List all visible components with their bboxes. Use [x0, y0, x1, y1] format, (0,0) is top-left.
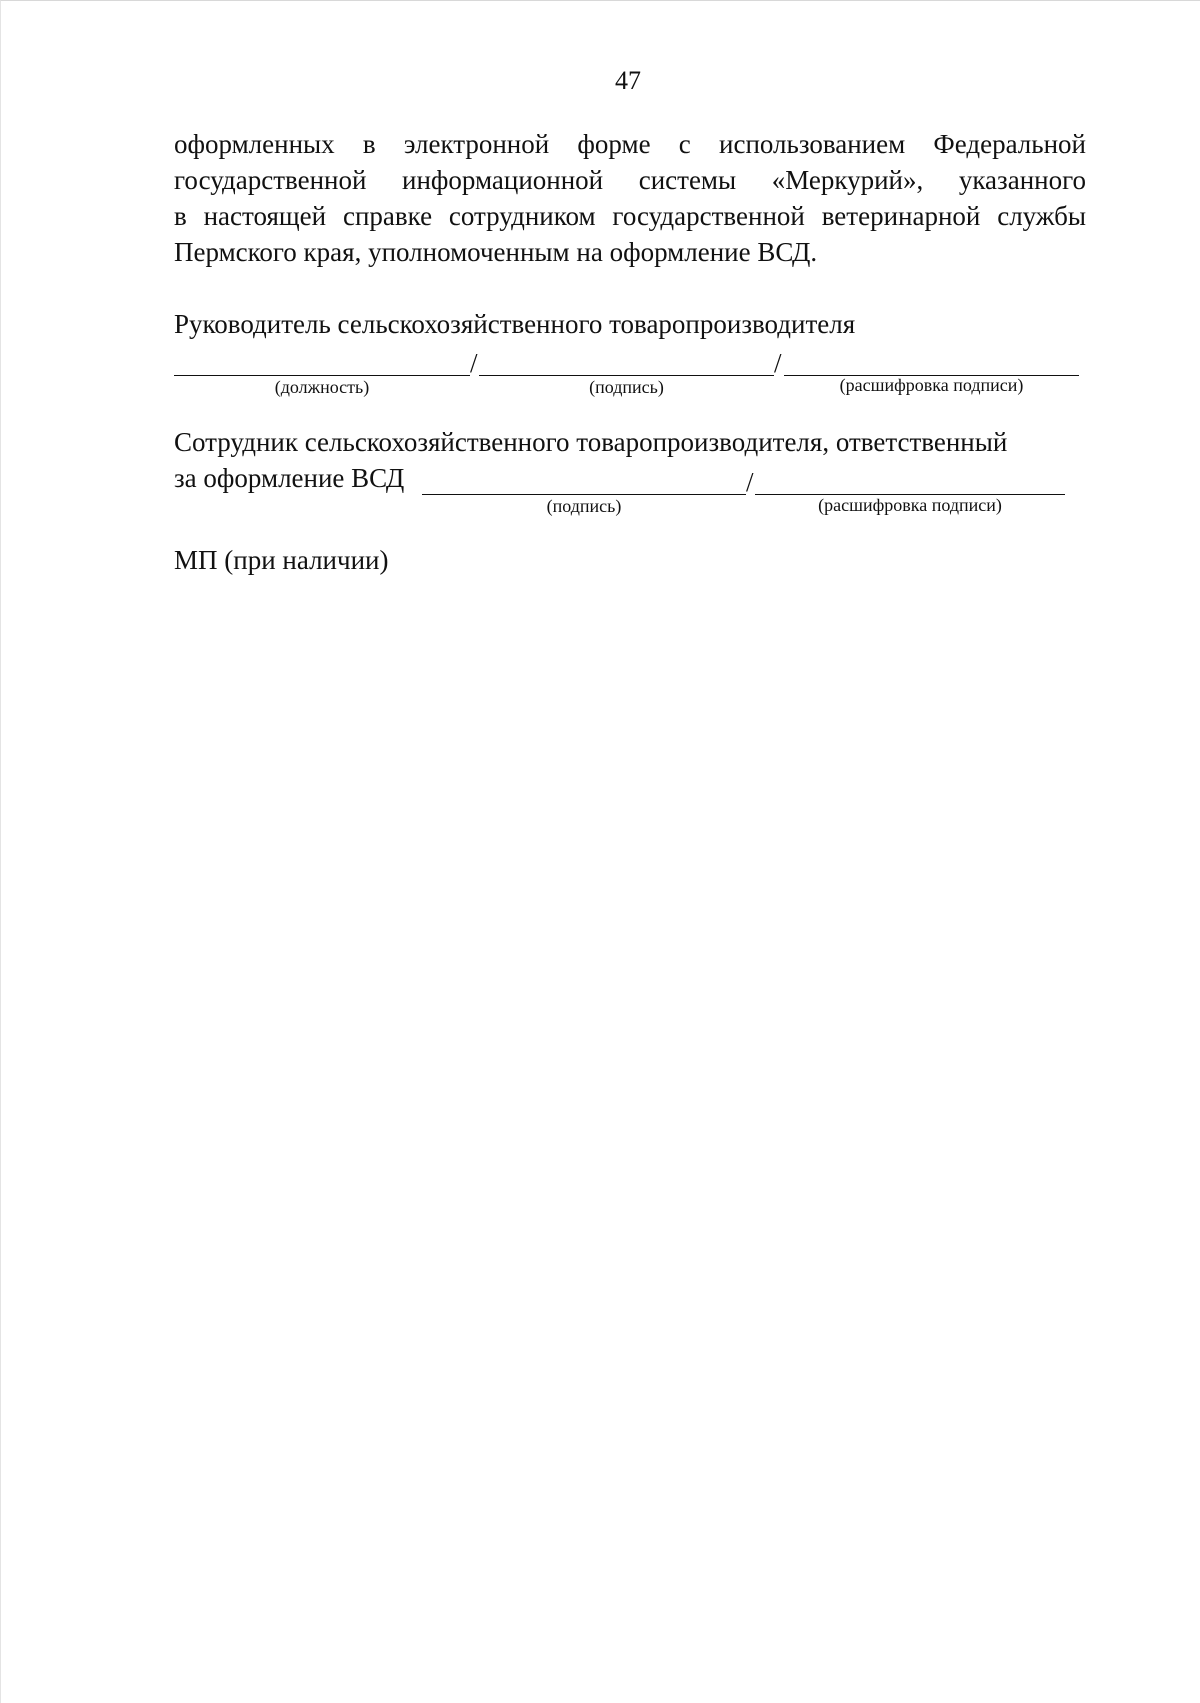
caption-signature: (подпись)	[589, 377, 664, 397]
employee-signature-title: Сотрудник сельскохозяйственного товаропроизводителя, ответственный	[174, 427, 1008, 457]
head-signature-row	[174, 346, 1079, 376]
head-signature-title: Руководитель сельскохозяйственного товаропроизводителя	[174, 309, 856, 339]
employee-signature-row	[422, 465, 1065, 495]
caption-signature-decoding: (расшифровка подписи)	[818, 495, 1002, 515]
body-paragraph	[174, 126, 1086, 270]
page-number: 47	[615, 66, 641, 95]
paragraph-line: оформленных в электронной форме с использованием Федеральной	[174, 129, 1086, 159]
paragraph-line: в настоящей справке сотрудником государственной ветеринарной службы	[174, 201, 1086, 231]
separator-slash: /	[746, 467, 754, 497]
paragraph-line: государственной информационной системы «Меркурий», указанного	[174, 165, 1086, 195]
paragraph-line: Пермского края, уполномоченным на оформление ВСД.	[174, 237, 818, 267]
caption-signature-decoding: (расшифровка подписи)	[839, 375, 1024, 395]
separator-slash: /	[470, 348, 478, 378]
caption-signature: (подпись)	[546, 496, 622, 516]
caption-position: (должность)	[274, 377, 370, 397]
separator-slash: /	[774, 348, 782, 378]
stamp-label: МП (при наличии)	[174, 545, 389, 575]
employee-signature-title-line2: за оформление ВСД	[174, 463, 405, 493]
